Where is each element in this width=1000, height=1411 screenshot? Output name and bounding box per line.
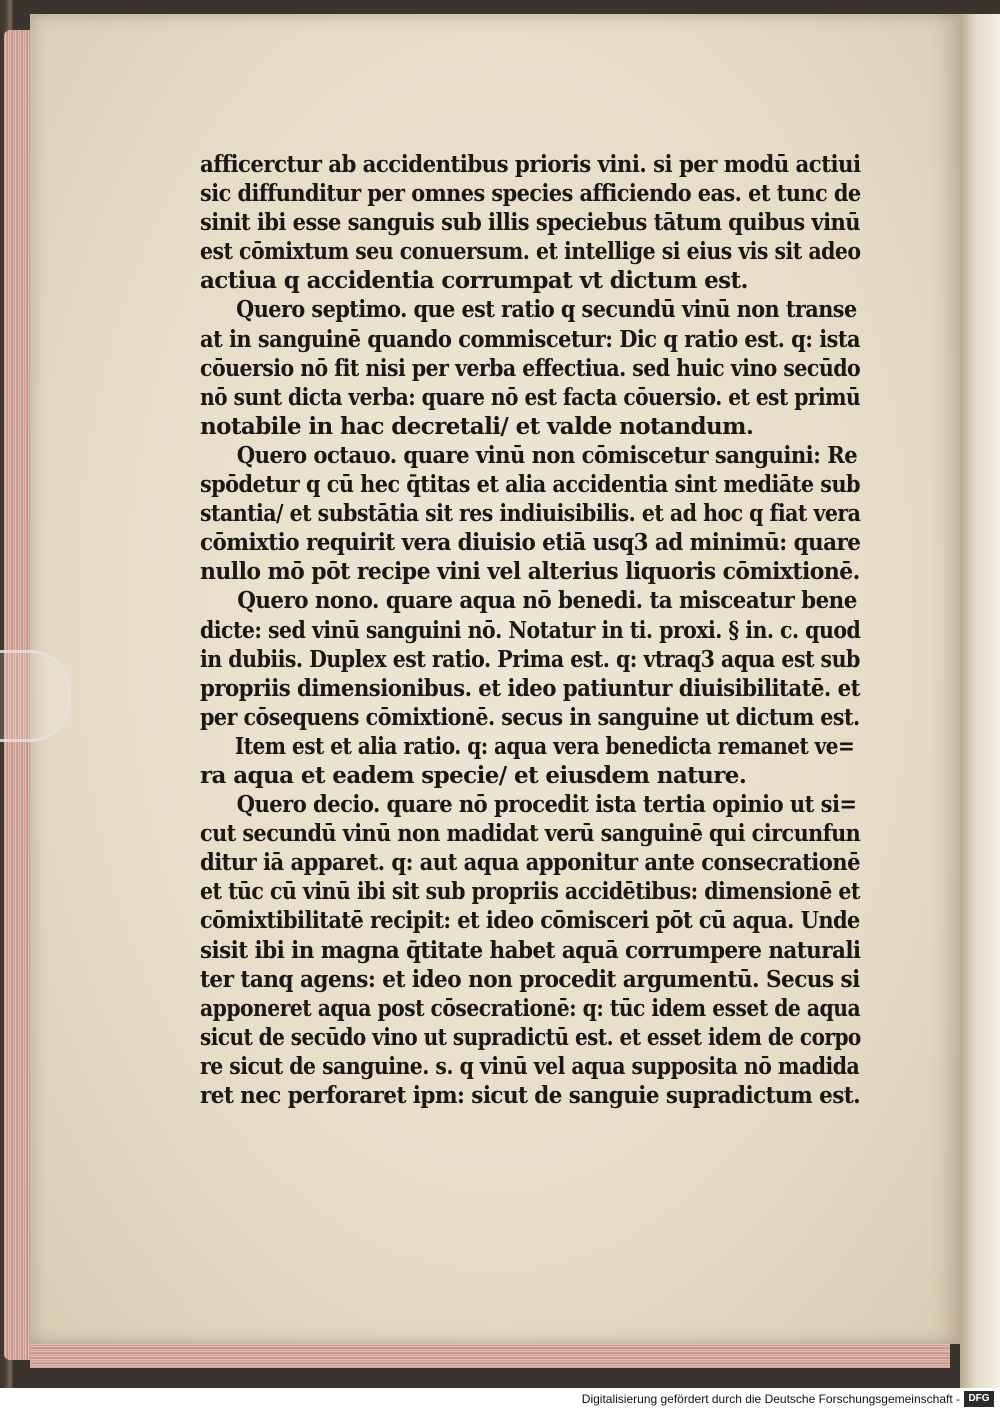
text-line: Quero decio. quare nō procedit ista tertia opinio ut si= xyxy=(236,791,857,819)
text-line: est cōmixtum seu conuersum. et intellige si eius vis sit adeo xyxy=(200,238,861,266)
text-line: stantia/ et substātia sit res indiuisibilis. et ad hoc q fiat vera xyxy=(200,500,861,528)
text-line: at in sanguinē quando commiscetur: Dic q ratio est. q: ista xyxy=(200,325,861,353)
text-line: nō sunt dicta verba: quare nō est facta cōuersio. et est primū xyxy=(200,383,861,411)
text-line: cōmixtibilitatē recipit: et ideo cōmisceri pōt cū aqua. Unde xyxy=(200,907,860,935)
text-line: ter tanq agens: et ideo non procedit argumentū. Secus si xyxy=(200,965,860,993)
text-line: dicte: sed vinū sanguini nō. Notatur in ti. proxi. § in. c. quod xyxy=(200,616,861,644)
text-line: apponeret aqua post cōsecrationē: q: tūc idem esset de aqua xyxy=(200,994,861,1022)
text-line: sic diffunditur per omnes species afficiendo eas. et tunc de xyxy=(200,180,861,208)
text-line: Quero octauo. quare vinū non cōmiscetur sanguini: Re xyxy=(236,441,858,469)
page-clip xyxy=(0,650,71,742)
text-line: cōuersio nō fit nisi per verba effectiua. sed huic vino secūdo xyxy=(200,354,861,382)
text-line: Item est et alia ratio. q: aqua vera benedicta remanet ve= xyxy=(234,732,855,760)
text-line: afficerctur ab accidentibus prioris vini. si per modū actiui xyxy=(200,151,861,178)
text-line: propriis dimensionibus. et ideo patiuntur diuisibilitatē. et xyxy=(200,674,860,702)
text-line: per cōsequens cōmixtionē. secus in sanguine ut dictum est. xyxy=(200,703,860,731)
text-line: in dubiis. Duplex est ratio. Prima est. q: vtraq3 aqua est sub xyxy=(200,645,860,673)
text-line: spōdetur q cū hec q̄titas et alia accidentia sint mediāte sub xyxy=(200,471,861,499)
text-line: sisit ibi in magna q̄titate habet aquā corrumpere naturali xyxy=(200,936,861,964)
text-line: Quero nono. quare aqua nō benedi. ta misceatur bene xyxy=(237,587,857,615)
footer-bar xyxy=(0,1388,1000,1411)
funding-credit: Digitalisierung gefördert durch die Deutsche Forschungsgemeinschaft - xyxy=(581,1392,960,1406)
text-line: cut secundū vinū non madidat verū sanguinē qui circunfun xyxy=(200,820,861,848)
page-edges-bottom xyxy=(30,1340,950,1368)
text-line: Quero septimo. que est ratio q secundū vinū non transe xyxy=(236,296,857,324)
text-line: ra aqua et eadem specie/ et eiusdem nature. xyxy=(200,761,747,789)
text-line: re sicut de sanguine. s. q vinū vel aqua supposita nō madida xyxy=(200,1052,860,1080)
blackletter-text-block xyxy=(200,150,860,1110)
text-line: actiua q accidentia corrumpat vt dictum est. xyxy=(200,267,748,295)
text-line: sicut de secūdo vino ut supradictū est. et esset idem de corpo xyxy=(200,1023,861,1051)
text-line: et tūc cū vinū ibi sit sub propriis accidētibus: dimensionē et xyxy=(200,878,860,906)
text-line: ret nec perforaret ipm: sicut de sanguie supradictum est. xyxy=(200,1082,861,1109)
text-line: ditur iā apparet. q: aut aqua apponitur ante consecrationē xyxy=(200,849,860,877)
text-line: nullo mō pōt recipe vini vel alterius liquoris cōmixtionē. xyxy=(200,558,860,586)
text-line: cōmixtio requirit vera diuisio etiā usq3 ad minimū: quare xyxy=(200,529,861,557)
facing-page-edge xyxy=(960,14,1000,1388)
text-line: notabile in hac decretali/ et valde notandum. xyxy=(200,412,754,440)
text-line: sinit ibi esse sanguis sub illis speciebus tātum quibus vinū xyxy=(200,209,861,237)
dfg-logo: DFG xyxy=(964,1391,994,1407)
